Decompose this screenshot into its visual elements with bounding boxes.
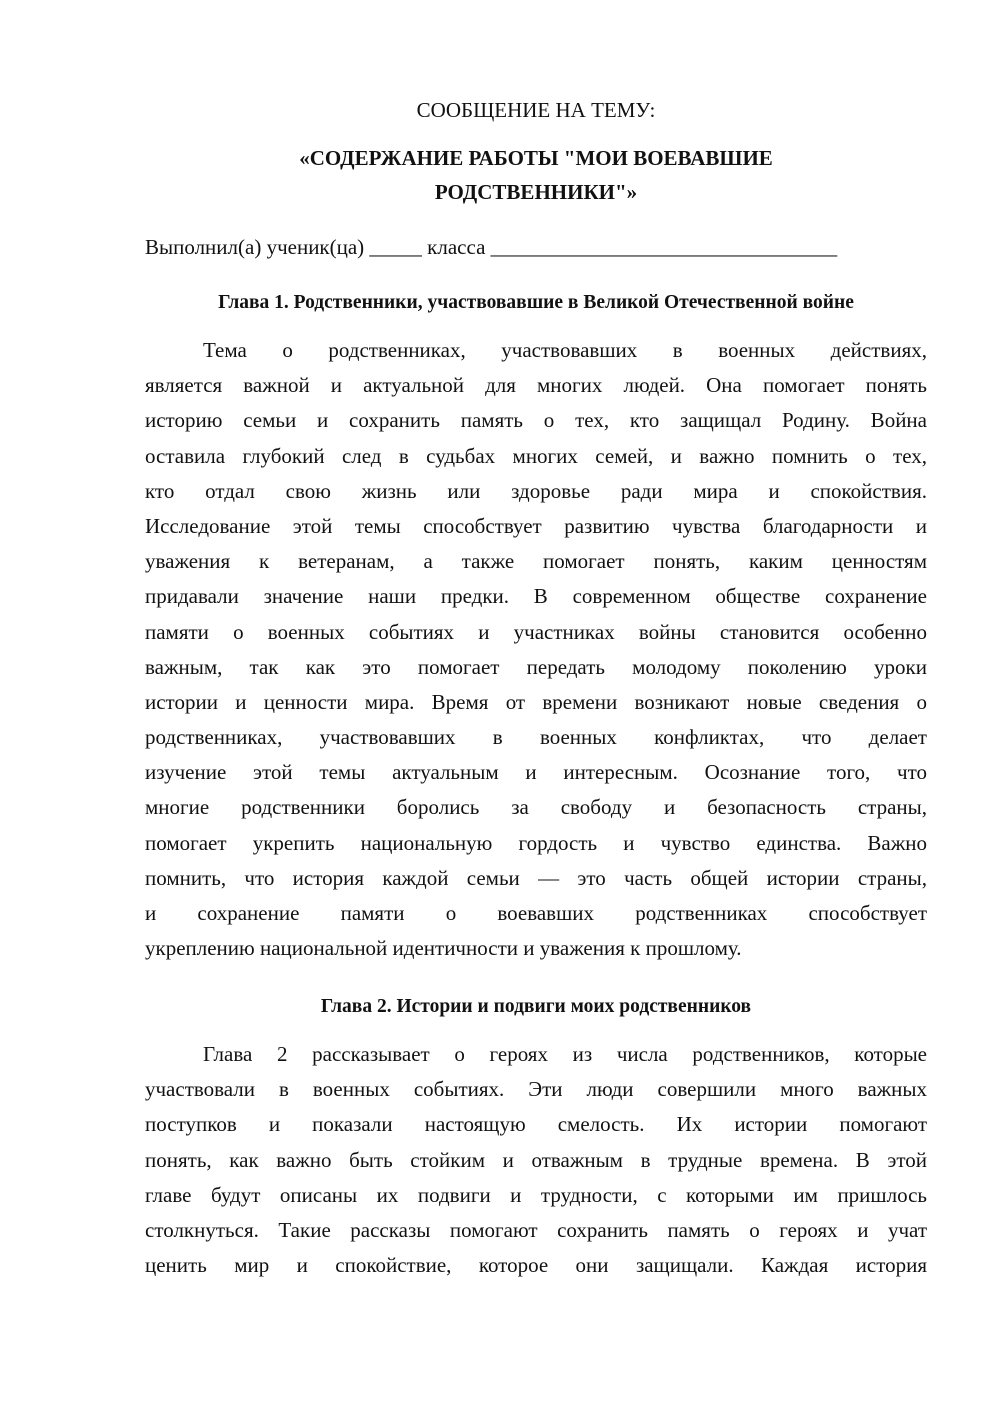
paragraph-line: памяти о военных событиях и участниках войны становится особенно	[145, 619, 927, 644]
document-title-line-1: «СОДЕРЖАНИЕ РАБОТЫ "МОИ ВОЕВАВШИЕ	[299, 146, 773, 170]
chapter-2-paragraph	[145, 1037, 927, 1283]
paragraph-line: участвовали в военных событиях. Эти люди совершили много важных	[145, 1077, 927, 1102]
paragraph-line: придавали значение наши предки. В современном обществе сохранение	[145, 584, 927, 609]
document-page	[145, 0, 927, 1414]
chapter-2-title: Глава 2. Истории и подвиги моих родственников	[320, 996, 752, 1017]
paragraph-line: укреплению национальной идентичности и уважения к прошлому.	[145, 936, 742, 961]
paragraph-line: помогает укрепить национальную гордость и чувство единства. Важно	[145, 830, 927, 855]
paragraph-line: важным, так как это помогает передать молодому поколению уроки	[145, 654, 927, 679]
chapter-1-title: Глава 1. Родственники, участвовавшие в Великой Отечественной войне	[218, 292, 854, 313]
paragraph-line: и сохранение памяти о воевавших родственниках способствует	[145, 901, 927, 925]
paragraph-line: главе будут описаны их подвиги и трудности, с которыми им пришлось	[145, 1182, 927, 1207]
paragraph-line: является важной и актуальной для многих людей. Она помогает понять	[145, 373, 927, 398]
paragraph-line: кто отдал свою жизнь или здоровье ради мира и спокойствия.	[145, 478, 927, 503]
paragraph-line: Глава 2 рассказывает о героях из числа родственников, которые	[203, 1042, 927, 1066]
author-line: Выполнил(а) ученик(ца) _____ класса _________________________________	[145, 235, 838, 259]
paragraph-line: истории и ценности мира. Время от времени возникают новые сведения о	[145, 689, 927, 714]
document-kicker: СООБЩЕНИЕ НА ТЕМУ:	[416, 98, 656, 122]
paragraph-line: оставила глубокий след в судьбах многих семей, и важно помнить о тех,	[145, 443, 927, 468]
paragraph-line: столкнуться. Такие рассказы помогают сохранить память о героях и учат	[145, 1217, 927, 1242]
paragraph-line: родственниках, участвовавших в военных конфликтах, что делает	[145, 725, 927, 750]
paragraph-line: Исследование этой темы способствует развитию чувства благодарности и	[145, 513, 927, 538]
chapter-1-paragraph	[145, 333, 927, 966]
paragraph-line: ценить мир и спокойствие, которое они защищали. Каждая история	[145, 1253, 927, 1278]
paragraph-line: изучение этой темы актуальным и интересным. Осознание того, что	[145, 760, 927, 785]
paragraph-line: поступков и показали настоящую смелость. Их истории помогают	[145, 1112, 927, 1137]
paragraph-line: Тема о родственниках, участвовавших в военных действиях,	[203, 338, 927, 362]
paragraph-line: историю семьи и сохранить память о тех, кто защищал Родину. Война	[145, 408, 927, 433]
paragraph-line: многие родственники боролись за свободу и безопасность страны,	[145, 795, 927, 820]
paragraph-line: понять, как важно быть стойким и отважным в трудные времена. В этой	[145, 1147, 927, 1172]
paragraph-line: помнить, что история каждой семьи — это часть общей истории страны,	[145, 865, 927, 890]
document-title-line-2: РОДСТВЕННИКИ"»	[434, 180, 638, 204]
paragraph-line: уважения к ветеранам, а также помогает понять, каким ценностям	[145, 549, 927, 574]
